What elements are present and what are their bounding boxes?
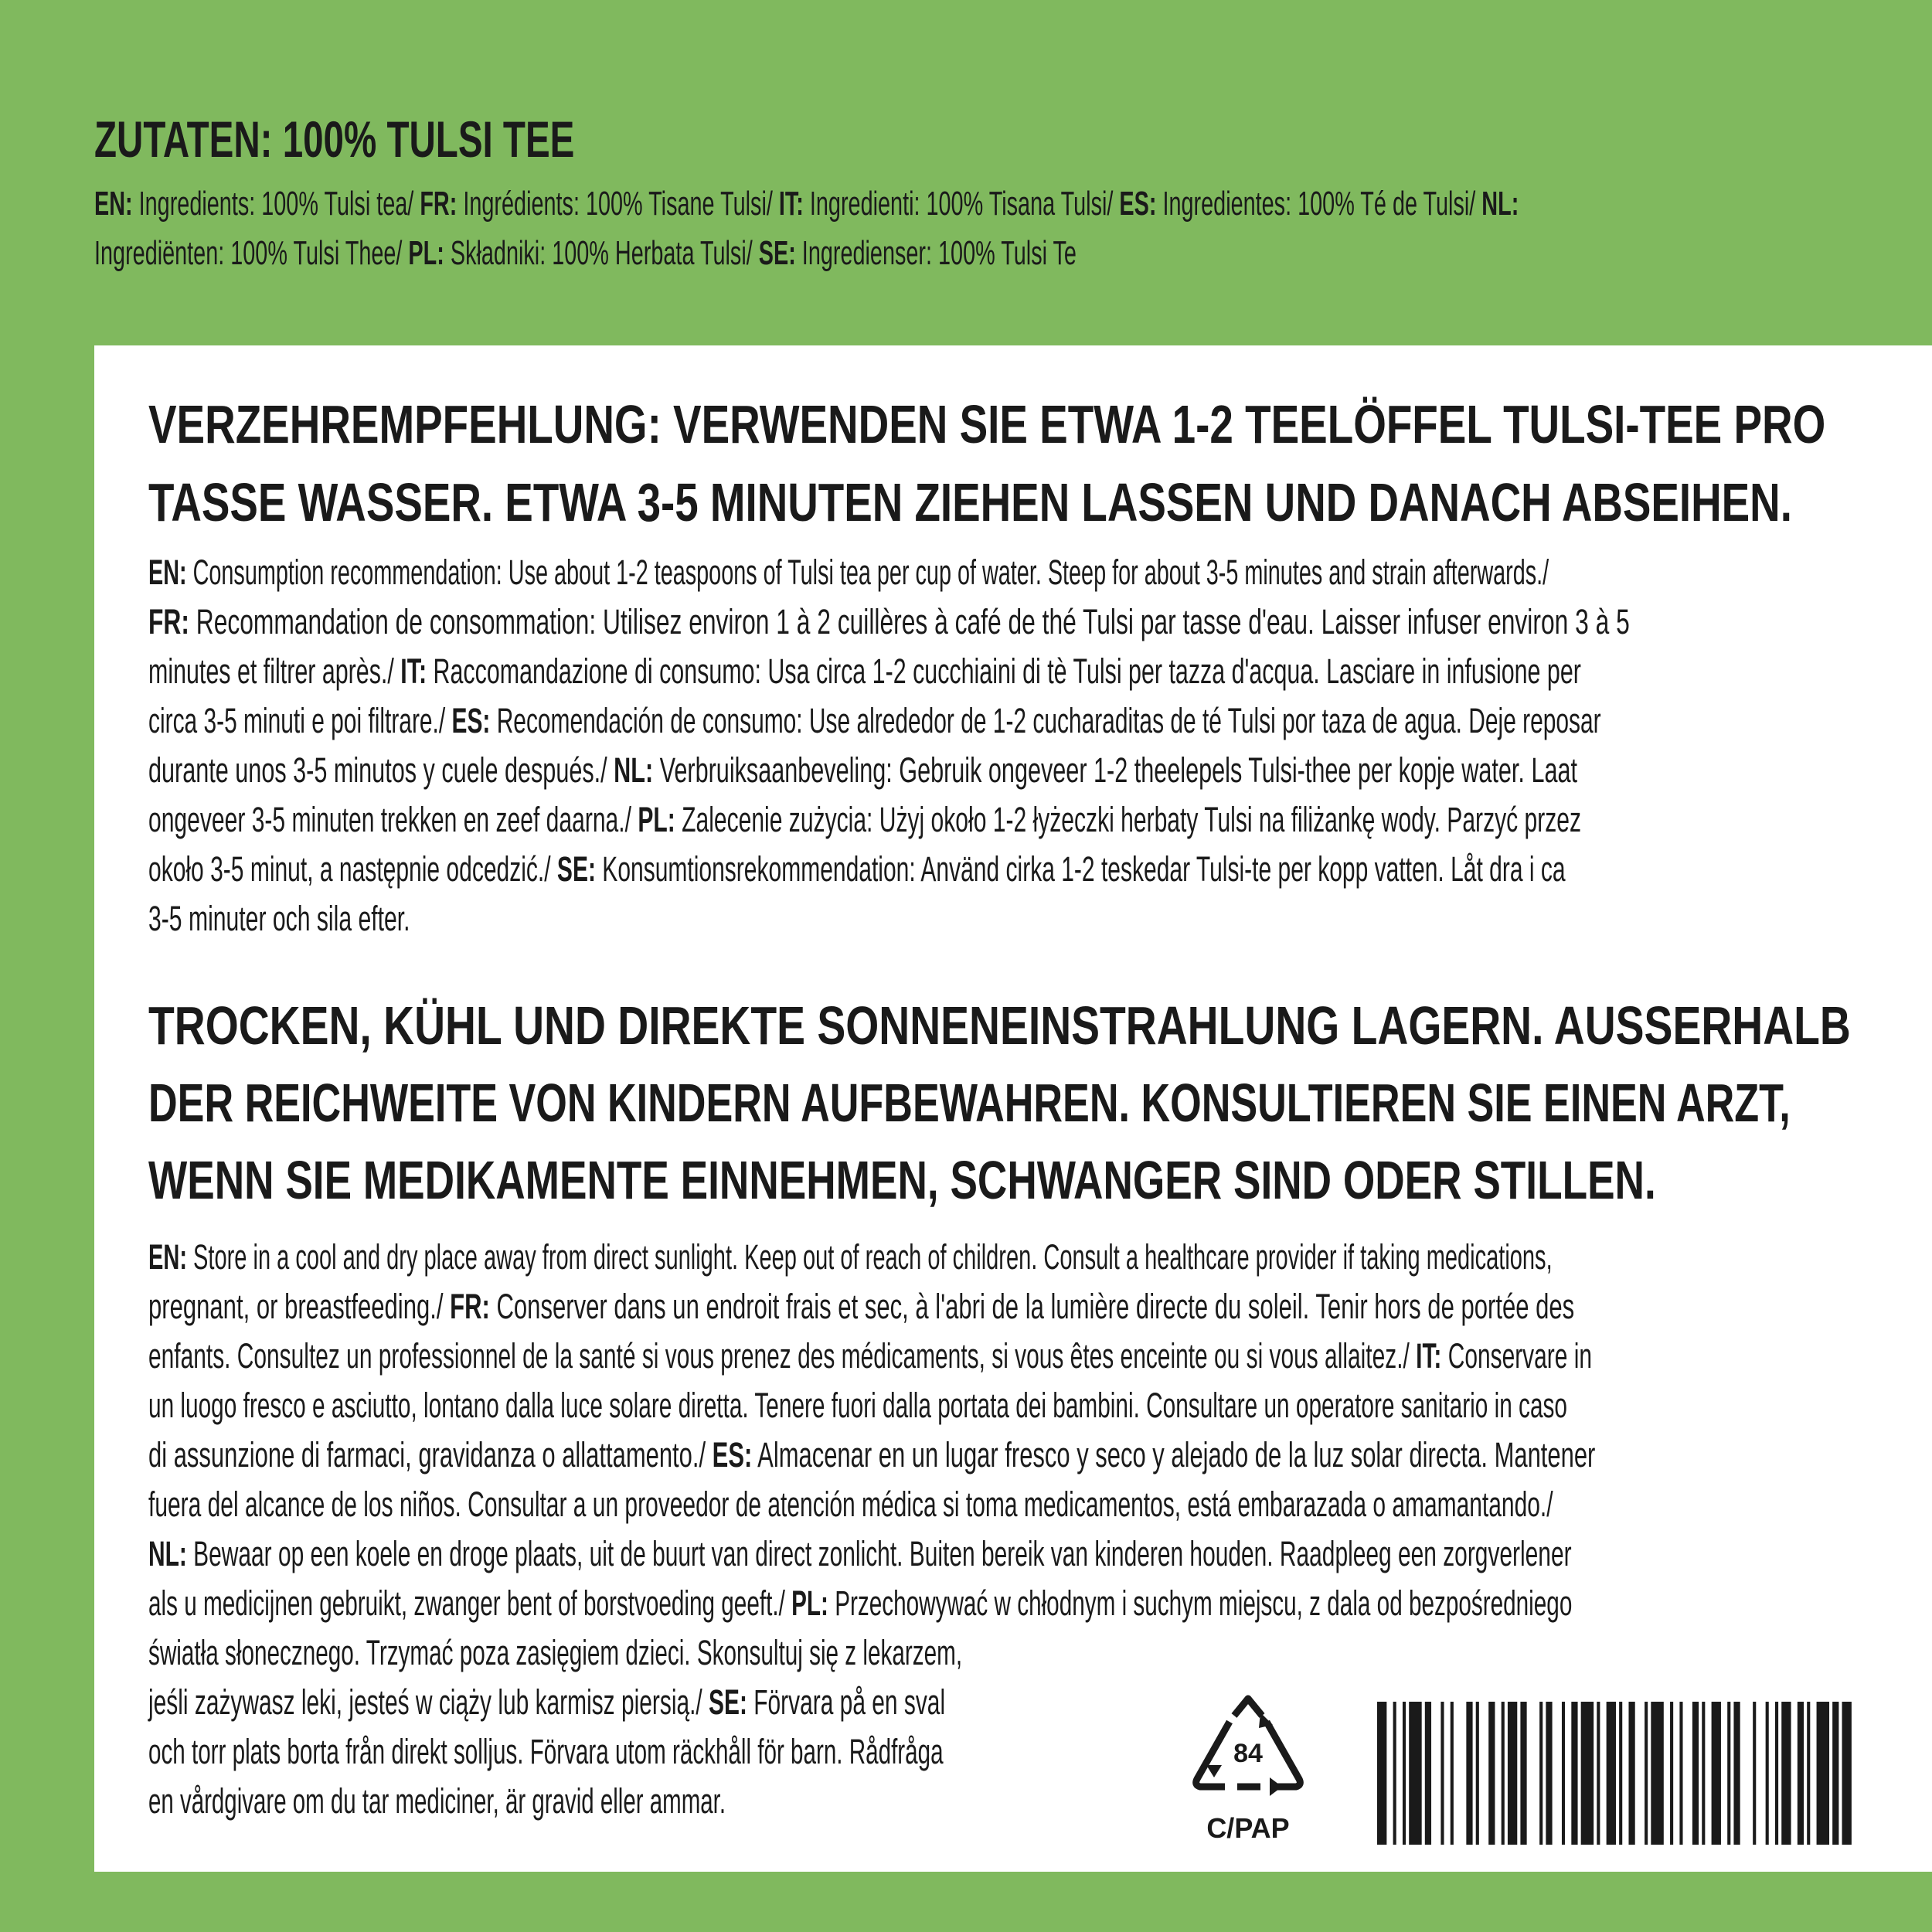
language-code: NL:: [148, 1534, 187, 1573]
translation-text: Conserver dans un endroit frais et sec, à l'abri de la lumière directe du soleil. Tenir hors de portée des: [489, 1287, 1575, 1326]
translation-text: Przechowywać w chłodnym i suchym miejscu, z dala od bezpośredniego: [828, 1583, 1573, 1623]
language-code: IT:: [1416, 1336, 1442, 1376]
barcode-bar: [1539, 1702, 1543, 1845]
storage-text-line: [148, 1332, 1592, 1381]
language-code: EN:: [148, 553, 187, 592]
language-code: SE:: [556, 849, 596, 889]
translation-text: Składniki: 100% Herbata Tulsi/: [444, 234, 759, 272]
translation-text: als u medicijnen gebruikt, zwanger bent of borstvoeding geeft./: [148, 1583, 792, 1623]
barcode-bar: [1712, 1702, 1721, 1845]
barcode-bar: [1451, 1702, 1454, 1845]
translation-text: fuera del alcance de los niños. Consultar a un proveedor de atención médica si toma medicamentos, está embarazada o amamantando./: [148, 1485, 1553, 1524]
barcode-bar: [1628, 1702, 1634, 1845]
translation-text: Ingredients: 100% Tulsi tea/: [132, 185, 420, 223]
barcode-bar: [1670, 1702, 1673, 1845]
translation-text: Ingredienti: 100% Tisana Tulsi/: [803, 185, 1120, 223]
ingredients-translations-line: [94, 181, 1519, 227]
language-code: IT:: [400, 651, 427, 691]
usage-text-line: [148, 597, 1630, 647]
usage-text-line: [148, 696, 1601, 746]
barcode-bar: [1727, 1702, 1730, 1845]
barcode-bar: [1546, 1702, 1552, 1845]
language-code: SE:: [758, 234, 796, 272]
translation-text: Zalecenie zużycia: Użyj około 1-2 łyżeczki herbaty Tulsi na filiżankę wody. Parzyć przez: [675, 800, 1582, 839]
barcode-bar: [1817, 1702, 1829, 1845]
storage-heading-line: WENN SIE MEDIKAMENTE EINNEHMEN, SCHWANGER SIND ODER STILLEN.: [148, 1150, 1656, 1210]
barcode-bar: [1581, 1702, 1594, 1845]
language-code: PL:: [408, 234, 444, 272]
translation-text: di assunzione di farmaci, gravidanza o allattamento./: [148, 1435, 713, 1475]
usage-text-line: [148, 647, 1581, 696]
translation-text: och torr plats borta från direkt solljus. Förvara utom räckhåll för barn. Rådfråga: [148, 1732, 944, 1771]
translation-text: ongeveer 3-5 minuten trekken en zeef daarna./: [148, 800, 638, 839]
storage-heading-line: TROCKEN, KÜHL UND DIREKTE SONNENEINSTRAHLUNG LAGERN. AUSSERHALB: [148, 995, 1851, 1056]
info-panel: [94, 345, 1932, 1872]
barcode-bar: [1798, 1702, 1804, 1845]
storage-text-line: [148, 1579, 1572, 1628]
barcode-bar: [1425, 1702, 1431, 1845]
translation-text: Ingrédients: 100% Tisane Tulsi/: [457, 185, 779, 223]
translation-text: Conservare in: [1441, 1336, 1593, 1376]
language-code: IT:: [778, 185, 804, 223]
usage-text-line: [148, 548, 1549, 597]
translation-text: circa 3-5 minuti e poi filtrare./: [148, 701, 452, 740]
barcode-bar: [1488, 1702, 1495, 1845]
barcode-bar: [1597, 1702, 1600, 1845]
language-code: NL:: [1481, 185, 1519, 223]
language-code: PL:: [638, 800, 675, 839]
translation-text: Recomendación de consumo: Use alrededor de 1-2 cucharaditas de té Tulsi por taza de agua. Deje reposar: [490, 701, 1601, 740]
usage-heading-line: VERZEHREMPFEHLUNG: VERWENDEN SIE ETWA 1-2 TEELÖFFEL TULSI-TEE PRO: [148, 394, 1826, 454]
translation-text: Ingrediënten: 100% Tulsi Thee/: [94, 234, 409, 272]
recycling-number: 84: [1233, 1739, 1263, 1768]
storage-text-line: [148, 1678, 945, 1727]
barcode-bar: [1651, 1702, 1663, 1845]
storage-text-line: [148, 1777, 726, 1826]
barcode-bar: [1520, 1702, 1526, 1845]
barcode-bar: [1409, 1702, 1421, 1845]
barcode-bar: [1733, 1702, 1740, 1845]
translation-text: około 3-5 minut, a następnie odcedzić./: [148, 849, 557, 889]
usage-text-line: [148, 746, 1577, 795]
storage-text-line: [148, 1381, 1567, 1430]
barcode-bar: [1502, 1702, 1505, 1845]
translation-text: Ingredientes: 100% Té de Tulsi/: [1156, 185, 1482, 223]
translation-text: jeśli zażywasz leki, jesteś w ciąży lub karmisz piersią./: [148, 1682, 709, 1722]
storage-text-line: [148, 1529, 1572, 1579]
translation-text: Verbruiksaanbeveling: Gebruik ongeveer 1-2 theelepels Tulsi-thee per kopje water. Laat: [653, 750, 1578, 790]
barcode-bar: [1679, 1702, 1682, 1845]
language-code: ES:: [1119, 185, 1157, 223]
ingredients-title: ZUTATEN: 100% TULSI TEE: [94, 111, 575, 168]
translation-text: pregnant, or breastfeeding./: [148, 1287, 451, 1326]
usage-heading-line: TASSE WASSER. ETWA 3-5 MINUTEN ZIEHEN LASSEN UND DANACH ABSEIHEN.: [148, 472, 1792, 532]
storage-text-line: [148, 1430, 1595, 1480]
language-code: SE:: [709, 1682, 747, 1722]
translation-text: en vårdgivare om du tar mediciner, är gravid eller ammar.: [148, 1781, 726, 1821]
barcode-bar: [1753, 1702, 1756, 1845]
language-code: NL:: [614, 750, 654, 790]
translation-text: 3-5 minuter och sila efter.: [148, 899, 410, 938]
usage-text-line: [148, 795, 1581, 845]
storage-text-line: [148, 1727, 944, 1777]
barcode-bar: [1403, 1702, 1406, 1845]
storage-heading-line: DER REICHWEITE VON KINDERN AUFBEWAHREN. KONSULTIEREN SIE EINEN ARZT,: [148, 1073, 1791, 1133]
language-code: ES:: [712, 1435, 753, 1475]
barcode-bar: [1607, 1702, 1616, 1845]
barcode-bar: [1766, 1702, 1769, 1845]
translation-text: Recommandation de consommation: Utilisez environ 1 à 2 cuillères à café de thé Tulsi par tasse d'eau. Laisser infuser environ 3 à 5: [189, 602, 1630, 641]
barcode-bar: [1781, 1702, 1791, 1845]
translation-text: minutes et filtrer après./: [148, 651, 401, 691]
barcode-bar: [1393, 1702, 1396, 1845]
barcode: [1377, 1702, 1855, 1845]
barcode-bar: [1702, 1702, 1705, 1845]
translation-text: enfants. Consultez un professionnel de la santé si vous prenez des médicaments, si vous êtes enceinte ou si vous allaitez./: [148, 1336, 1417, 1376]
language-code: FR:: [450, 1287, 490, 1326]
storage-text-line: [148, 1282, 1574, 1332]
translation-text: un luogo fresco e asciutto, lontano dalla luce solare diretta. Tenere fuori dalla portata dei bambini. Consultare un operatore sanitario in caso: [148, 1386, 1567, 1425]
barcode-bar: [1619, 1702, 1622, 1845]
barcode-bar: [1476, 1702, 1479, 1845]
translation-text: światła słonecznego. Trzymać poza zasięgiem dzieci. Skonsultuj się z lekarzem,: [148, 1633, 963, 1672]
translation-text: Konsumtionsrekommendation: Använd cirka 1-2 teskedar Tulsi-te per kopp vatten. Låt dra i ca: [595, 849, 1566, 889]
translation-text: durante unos 3-5 minutos y cuele después./: [148, 750, 614, 790]
recycling-icon: [1186, 1694, 1310, 1864]
translation-text: Almacenar en un lugar fresco y seco y alejado de la luz solar directa. Mantener: [752, 1435, 1596, 1475]
barcode-bar: [1832, 1702, 1838, 1845]
ingredients-translations-line: [94, 230, 1077, 277]
translation-text: Bewaar op een koele en droge plaats, uit de buurt van direct zonlicht. Buiten bereik van kinderen houden. Raadpleeg een zorgverlener: [186, 1534, 1572, 1573]
barcode-bar: [1508, 1702, 1517, 1845]
language-code: EN:: [148, 1237, 187, 1277]
barcode-bar: [1842, 1702, 1852, 1845]
language-code: EN:: [94, 185, 133, 223]
language-code: PL:: [791, 1583, 828, 1623]
language-code: FR:: [148, 602, 189, 641]
language-code: FR:: [420, 185, 457, 223]
barcode-bar: [1775, 1702, 1778, 1845]
language-code: ES:: [451, 701, 491, 740]
storage-text-line: [148, 1628, 962, 1678]
barcode-bar: [1807, 1702, 1810, 1845]
translation-text: Consumption recommendation: Use about 1-2 teaspoons of Tulsi tea per cup of water. Steep for about 3-5 minutes and strain afterwards./: [186, 553, 1549, 592]
translation-text: Store in a cool and dry place away from direct sunlight. Keep out of reach of children. Consult a healthcare provider if taking medications,: [186, 1237, 1553, 1277]
usage-text-line: [148, 845, 1566, 894]
barcode-bar: [1440, 1702, 1444, 1845]
storage-text-line: [148, 1233, 1553, 1282]
translation-text: Ingredienser: 100% Tulsi Te: [795, 234, 1077, 272]
barcode-bar: [1377, 1702, 1386, 1845]
storage-text-line: [148, 1480, 1553, 1529]
barcode-bar: [1562, 1702, 1565, 1845]
usage-text-line: [148, 894, 410, 944]
barcode-bar: [1571, 1702, 1577, 1845]
barcode-bar: [1645, 1702, 1648, 1845]
translation-text: Förvara på en sval: [747, 1682, 946, 1722]
barcode-bar: [1466, 1702, 1472, 1845]
translation-text: Raccomandazione di consumo: Usa circa 1-2 cucchiaini di tè Tulsi per tazza d'acqua. Lasciare in infusione per: [427, 651, 1581, 691]
recycling-code: C/PAP: [1206, 1812, 1290, 1844]
barcode-bar: [1692, 1702, 1699, 1845]
